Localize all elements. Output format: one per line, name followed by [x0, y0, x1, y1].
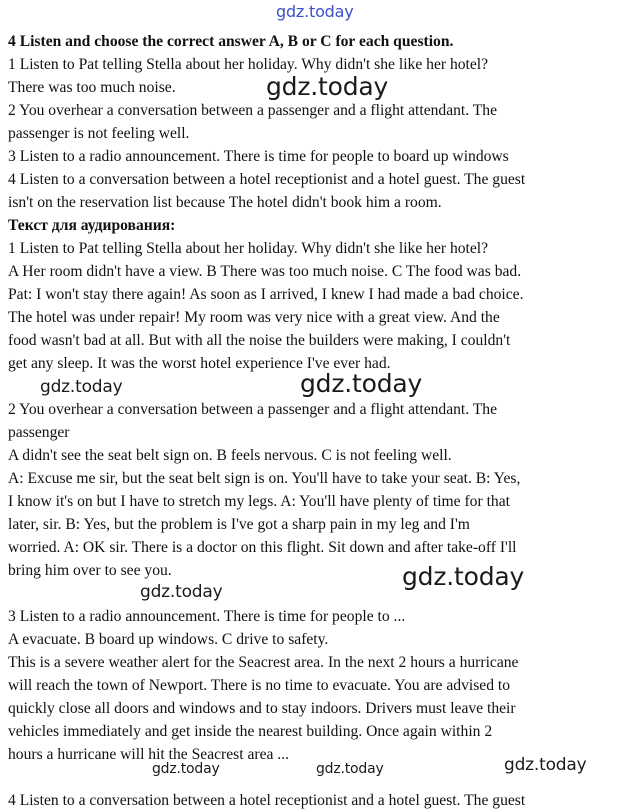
text-line: bring him over to see you.: [8, 562, 172, 579]
text-line: will reach the town of Newport. There is no time to evacuate. You are advised to: [8, 677, 511, 694]
watermark: gdz.today: [300, 369, 423, 398]
watermark: gdz.today: [402, 562, 525, 591]
watermark: gdz.today: [40, 377, 123, 397]
text-line: quickly close all doors and windows and to stay indoors. Drivers must leave their: [8, 700, 516, 717]
text-line: This is a severe weather alert for the Seacrest area. In the next 2 hours a hurricane: [8, 654, 519, 671]
text-line: passenger is not feeling well.: [8, 125, 190, 142]
text-line: later, sir. B: Yes, but the problem is I've got a sharp pain in my leg and I'm: [8, 516, 470, 533]
text-line: 2 You overhear a conversation between a passenger and a flight attendant. The: [8, 401, 498, 418]
text-line: A Her room didn't have a view. B There was too much noise. C The food was bad.: [8, 263, 522, 280]
task-heading: 4 Listen and choose the correct answer A, B or C for each question.: [8, 33, 454, 50]
text-line: There was too much noise.: [8, 79, 176, 96]
text-line: food wasn't bad at all. But with all the noise the builders were making, I couldn't: [8, 332, 511, 349]
text-line: A: Excuse me sir, but the seat belt sign is on. You'll have to take your seat. B: Yes,: [8, 470, 521, 487]
watermark: gdz.today: [140, 582, 223, 602]
text-line: hours a hurricane will hit the Seacrest area ...: [8, 746, 290, 763]
text-line: get any sleep. It was the worst hotel experience I've ever had.: [8, 355, 391, 372]
text-line: A evacuate. B board up windows. C drive to safety.: [8, 631, 329, 648]
text-line: I know it's on but I have to stretch my legs. A: You'll have plenty of time for that: [8, 493, 510, 510]
text-line: 3 Listen to a radio announcement. There is time for people to ...: [8, 608, 406, 625]
text-line: Pat: I won't stay there again! As soon as I arrived, I knew I had made a bad choice.: [8, 286, 524, 303]
text-line: vehicles immediately and get inside the nearest building. Once again within 2: [8, 723, 493, 740]
text-line: isn't on the reservation list because The hotel didn't book him a room.: [8, 194, 442, 211]
watermark: gdz.today: [316, 761, 384, 777]
text-line: 2 You overhear a conversation between a passenger and a flight attendant. The: [8, 102, 498, 119]
text-line: 4 Listen to a conversation between a hotel receptionist and a hotel guest. The guest: [8, 792, 526, 809]
text-line: The hotel was under repair! My room was very nice with a great view. And the: [8, 309, 500, 326]
text-line: worried. A: OK sir. There is a doctor on this flight. Sit down and after take-off I'll: [8, 539, 517, 556]
watermark: gdz.today: [152, 761, 220, 777]
text-line: passenger: [8, 424, 70, 441]
watermark: gdz.today: [504, 755, 587, 775]
watermark-top: gdz.today: [276, 2, 354, 21]
watermark: gdz.today: [266, 72, 389, 101]
text-line: 3 Listen to a radio announcement. There is time for people to board up windows: [8, 148, 509, 165]
section-heading: Текст для аудирования:: [8, 217, 176, 234]
text-line: 1 Listen to Pat telling Stella about her holiday. Why didn't she like her hotel?: [8, 56, 489, 73]
text-line: A didn't see the seat belt sign on. B feels nervous. C is not feeling well.: [8, 447, 452, 464]
text-line: 1 Listen to Pat telling Stella about her holiday. Why didn't she like her hotel?: [8, 240, 489, 257]
text-line: 4 Listen to a conversation between a hotel receptionist and a hotel guest. The guest: [8, 171, 526, 188]
